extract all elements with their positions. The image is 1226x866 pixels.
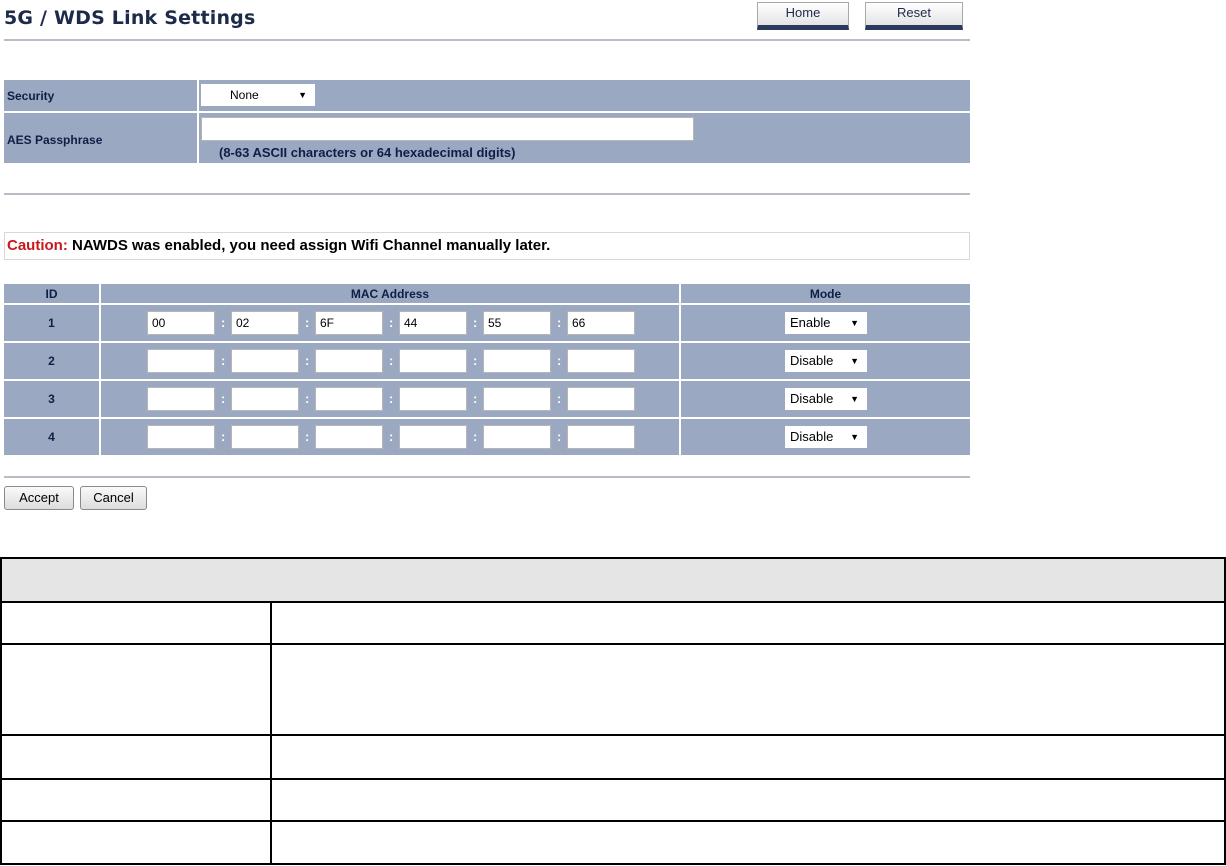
chevron-down-icon: ▼ — [850, 394, 859, 404]
doc-table — [0, 557, 1226, 865]
divider — [99, 305, 101, 341]
row-id: 1 — [48, 316, 55, 330]
reset-button[interactable]: Reset — [865, 2, 963, 30]
divider — [99, 419, 101, 455]
mac-octet-input[interactable] — [483, 349, 551, 373]
divider — [99, 343, 101, 379]
mode-select[interactable] — [785, 312, 867, 334]
divider — [679, 343, 681, 379]
mac-separator: : — [305, 353, 310, 368]
row-id: 3 — [48, 392, 55, 406]
mode-select[interactable] — [785, 426, 867, 448]
table-bottom-divider — [4, 476, 970, 478]
chevron-down-icon: ▼ — [850, 432, 859, 442]
mac-octet-input[interactable] — [231, 425, 299, 449]
mac-separator: : — [221, 315, 226, 330]
caution-message: NAWDS was enabled, you need assign Wifi Channel manually later. — [72, 237, 551, 254]
mac-separator: : — [473, 429, 478, 444]
mac-separator: : — [221, 391, 226, 406]
table-row — [4, 381, 970, 417]
mac-separator: : — [389, 315, 394, 330]
mac-octet-input[interactable]: 66 — [567, 311, 635, 335]
mac-separator: : — [305, 391, 310, 406]
passphrase-hint: (8-63 ASCII characters or 64 hexadecimal digits) — [219, 145, 516, 160]
mac-separator: : — [305, 315, 310, 330]
mac-separator: : — [305, 429, 310, 444]
column-header-mode: Mode — [809, 287, 842, 301]
security-label: Security — [7, 89, 55, 103]
mac-octet-input[interactable] — [567, 425, 635, 449]
divider — [197, 80, 199, 111]
passphrase-input[interactable] — [201, 117, 694, 141]
doc-table-row-divider — [2, 778, 1224, 780]
mode-select-value: Disable — [790, 353, 834, 368]
mode-select-value: Enable — [790, 315, 831, 330]
header-divider — [4, 39, 970, 41]
mac-octet-input[interactable] — [147, 387, 215, 411]
table-row — [4, 305, 970, 341]
table-row — [4, 419, 970, 455]
mac-octet-input[interactable] — [147, 425, 215, 449]
doc-table-column-divider — [270, 601, 272, 865]
divider — [679, 419, 681, 455]
mac-octet-input[interactable] — [315, 349, 383, 373]
passphrase-label: AES Passphrase — [7, 133, 103, 147]
chevron-down-icon: ▼ — [850, 318, 859, 328]
mac-separator: : — [221, 429, 226, 444]
mac-separator: : — [557, 315, 562, 330]
mac-octet-input[interactable] — [483, 425, 551, 449]
mac-separator: : — [389, 353, 394, 368]
divider — [99, 381, 101, 417]
security-row — [4, 80, 970, 111]
accept-button[interactable]: Accept — [4, 486, 74, 510]
mode-select[interactable] — [785, 388, 867, 410]
mac-octet-input[interactable] — [147, 349, 215, 373]
mac-octet-input[interactable] — [567, 387, 635, 411]
mode-select-value: Disable — [790, 391, 834, 406]
cancel-button[interactable]: Cancel — [80, 486, 147, 510]
table-row — [4, 343, 970, 379]
mac-octet-input[interactable] — [399, 425, 467, 449]
doc-table-row-divider — [2, 820, 1224, 822]
mac-separator: : — [473, 315, 478, 330]
doc-table-header — [2, 559, 1224, 603]
mac-octet-input[interactable] — [483, 387, 551, 411]
divider — [679, 381, 681, 417]
divider — [679, 305, 681, 341]
doc-table-row-divider — [2, 643, 1224, 645]
mac-octet-input[interactable] — [315, 425, 383, 449]
column-header-mac: MAC Address — [350, 287, 430, 301]
chevron-down-icon: ▼ — [298, 90, 307, 100]
mac-octet-input[interactable] — [315, 387, 383, 411]
mac-separator: : — [389, 391, 394, 406]
mode-select[interactable] — [785, 350, 867, 372]
mac-octet-input[interactable]: 02 — [231, 311, 299, 335]
mac-octet-input[interactable] — [231, 387, 299, 411]
mac-separator: : — [473, 391, 478, 406]
column-header-id: ID — [45, 287, 58, 301]
mac-separator: : — [557, 353, 562, 368]
home-button[interactable]: Home — [757, 2, 849, 30]
mode-select-value: Disable — [790, 429, 834, 444]
doc-table-row-divider — [2, 734, 1224, 736]
page-title: 5G / WDS Link Settings — [4, 7, 256, 29]
mac-octet-input[interactable]: 6F — [315, 311, 383, 335]
mac-octet-input[interactable] — [399, 387, 467, 411]
mac-separator: : — [221, 353, 226, 368]
mac-octet-input[interactable]: 55 — [483, 311, 551, 335]
mac-octet-input[interactable]: 00 — [147, 311, 215, 335]
mac-octet-input[interactable] — [567, 349, 635, 373]
mac-separator: : — [557, 391, 562, 406]
mac-octet-input[interactable] — [231, 349, 299, 373]
caution-prefix: Caution: — [7, 237, 68, 254]
row-id: 4 — [48, 430, 55, 444]
chevron-down-icon: ▼ — [850, 356, 859, 366]
mac-separator: : — [557, 429, 562, 444]
wds-table-header — [4, 284, 970, 303]
mac-octet-input[interactable]: 44 — [399, 311, 467, 335]
caution-banner — [4, 232, 970, 260]
mac-separator: : — [389, 429, 394, 444]
security-select-value: None — [230, 88, 259, 102]
mac-separator: : — [473, 353, 478, 368]
row-id: 2 — [48, 354, 55, 368]
security-select[interactable] — [201, 84, 315, 106]
passphrase-row — [4, 113, 970, 163]
divider — [197, 113, 199, 163]
mac-octet-input[interactable] — [399, 349, 467, 373]
section-divider — [4, 193, 970, 195]
